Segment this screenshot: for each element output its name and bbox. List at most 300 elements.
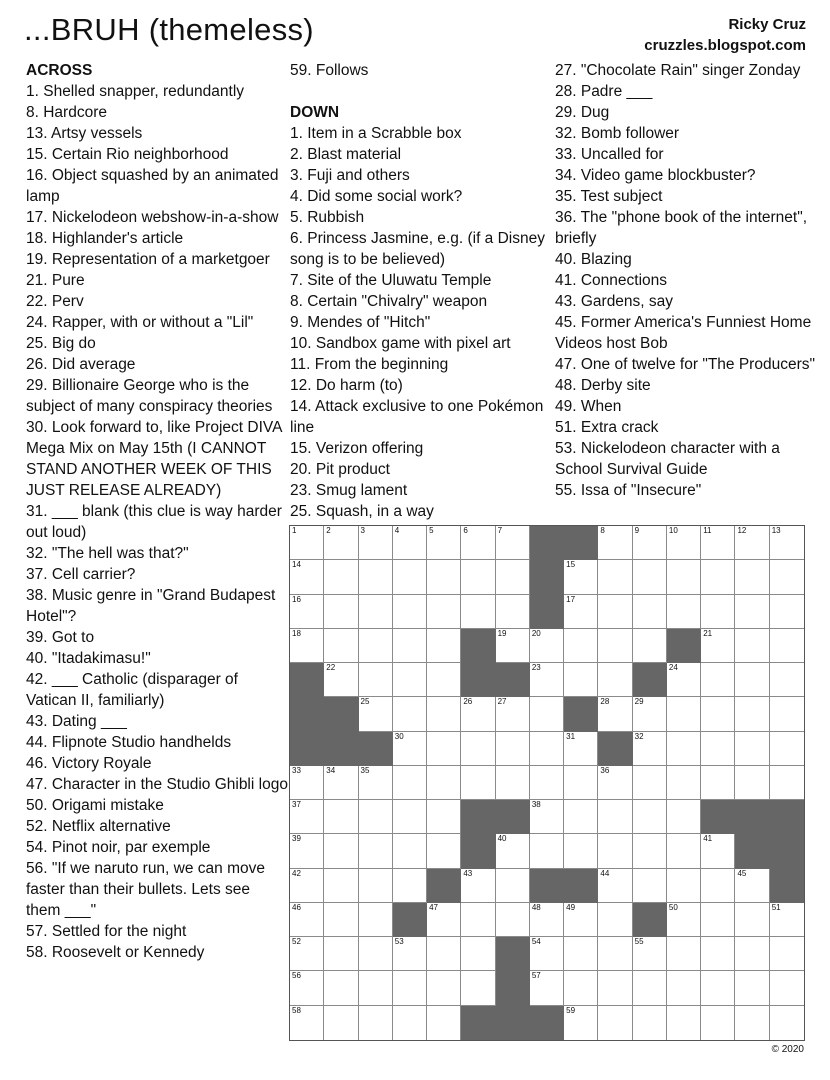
grid-cell[interactable]: [564, 834, 598, 868]
grid-cell[interactable]: [770, 1006, 804, 1040]
grid-cell[interactable]: [461, 937, 495, 971]
grid-cell[interactable]: [324, 766, 358, 800]
grid-cell[interactable]: [427, 697, 461, 731]
across-clue: 30. Look forward to, like Project DIVA Mega Mix on May 15th (I CANNOT STAND ANOTHER WEEK OF THIS JUST RELEASE ALREADY): [26, 419, 282, 499]
down-clue: 29. Dug: [555, 104, 610, 121]
grid-cell[interactable]: [393, 629, 427, 663]
grid-cell[interactable]: [735, 766, 769, 800]
grid-cell[interactable]: [427, 663, 461, 697]
grid-cell[interactable]: [701, 732, 735, 766]
grid-block: [290, 697, 324, 731]
grid-cell[interactable]: [461, 560, 495, 594]
cell-number: 19: [497, 628, 507, 638]
grid-cell[interactable]: [290, 869, 324, 903]
grid-cell[interactable]: [770, 971, 804, 1005]
grid-cell[interactable]: [427, 937, 461, 971]
grid-cell[interactable]: [324, 560, 358, 594]
grid-cell[interactable]: [598, 1006, 632, 1040]
down-clue: 40. Blazing: [555, 251, 632, 268]
grid-cell[interactable]: [770, 526, 804, 560]
down-clue: 35. Test subject: [555, 188, 663, 205]
cell-number: 59: [566, 1005, 576, 1015]
grid-cell[interactable]: [496, 560, 530, 594]
grid-cell[interactable]: [359, 971, 393, 1005]
grid-cell[interactable]: [701, 560, 735, 594]
cell-number: 47: [429, 902, 438, 912]
grid-cell[interactable]: [530, 903, 564, 937]
grid-cell[interactable]: [393, 971, 427, 1005]
cell-number: 17: [566, 594, 576, 604]
down-clue: 27. "Chocolate Rain" singer Zonday: [555, 62, 801, 79]
grid-cell[interactable]: [359, 1006, 393, 1040]
grid-cell[interactable]: [564, 971, 598, 1005]
grid-cell[interactable]: [701, 937, 735, 971]
grid-cell[interactable]: [633, 697, 667, 731]
grid-cell[interactable]: [393, 732, 427, 766]
cell-number: 56: [292, 971, 301, 981]
grid-block: [735, 800, 769, 834]
grid-cell[interactable]: [735, 732, 769, 766]
grid-cell[interactable]: [324, 526, 358, 560]
grid-cell[interactable]: [564, 560, 598, 594]
grid-cell[interactable]: [598, 595, 632, 629]
grid-cell[interactable]: [633, 937, 667, 971]
grid-cell[interactable]: [667, 869, 701, 903]
grid-cell[interactable]: [359, 869, 393, 903]
down-clue: 49. When: [555, 398, 622, 415]
down-clue: 3. Fuji and others: [290, 167, 410, 184]
grid-cell[interactable]: [324, 800, 358, 834]
grid-cell[interactable]: [324, 869, 358, 903]
down-clue: 2. Blast material: [290, 146, 402, 163]
down-clue: 41. Connections: [555, 272, 668, 289]
grid-cell[interactable]: [393, 869, 427, 903]
grid-block: [461, 1006, 495, 1040]
grid-cell[interactable]: [359, 937, 393, 971]
cell-number: 12: [737, 526, 747, 535]
grid-cell[interactable]: [393, 526, 427, 560]
grid-cell[interactable]: [667, 560, 701, 594]
author-name: Ricky Cruz: [728, 16, 806, 33]
grid-cell[interactable]: [564, 595, 598, 629]
grid-cell[interactable]: [701, 766, 735, 800]
grid-cell[interactable]: [633, 971, 667, 1005]
grid-cell[interactable]: [290, 595, 324, 629]
grid-block: [530, 526, 564, 560]
grid-cell[interactable]: [461, 526, 495, 560]
grid-cell[interactable]: [701, 663, 735, 697]
cell-number: 44: [600, 868, 610, 878]
across-clue: 24. Rapper, with or without a "Lil": [26, 314, 254, 331]
across-clue: 32. "The hell was that?": [26, 545, 189, 562]
grid-block: [735, 834, 769, 868]
grid-cell[interactable]: [427, 595, 461, 629]
across-clue: 31. ___ blank (this clue is way harder out loud): [26, 503, 282, 541]
grid-cell[interactable]: [770, 766, 804, 800]
cell-number: 28: [600, 697, 610, 707]
down-heading: DOWN: [290, 104, 340, 121]
across-clue: 29. Billionaire George who is the subject of many conspiracy theories: [26, 377, 273, 415]
grid-cell[interactable]: [701, 629, 735, 663]
across-clue: 26. Did average: [26, 356, 136, 373]
cell-number: 27: [497, 697, 507, 707]
clue-column-1: [26, 60, 288, 963]
across-clue: 52. Netflix alternative: [26, 818, 171, 835]
cell-number: 21: [703, 628, 713, 638]
across-clue: 54. Pinot noir, par exemple: [26, 839, 211, 856]
grid-cell[interactable]: [324, 663, 358, 697]
cell-number: 18: [292, 628, 301, 638]
cell-number: 30: [394, 731, 404, 741]
grid-block: [324, 697, 358, 731]
grid-cell[interactable]: [735, 1006, 769, 1040]
author-block: [644, 14, 806, 56]
grid-cell[interactable]: [564, 663, 598, 697]
down-clue: 25. Squash, in a way: [290, 503, 434, 520]
grid-cell[interactable]: [393, 834, 427, 868]
grid-cell[interactable]: [598, 971, 632, 1005]
grid-cell[interactable]: [770, 629, 804, 663]
grid-cell[interactable]: [770, 560, 804, 594]
grid-cell[interactable]: [427, 834, 461, 868]
grid-cell[interactable]: [359, 766, 393, 800]
grid-cell[interactable]: [598, 834, 632, 868]
grid-cell[interactable]: [633, 595, 667, 629]
cell-number: 22: [326, 663, 336, 673]
grid-cell[interactable]: [667, 800, 701, 834]
grid-block: [496, 800, 530, 834]
grid-cell[interactable]: [735, 629, 769, 663]
grid-block: [530, 869, 564, 903]
down-clue: 6. Princess Jasmine, e.g. (if a Disney song is to be believed): [290, 230, 545, 268]
clue-column-3: [555, 60, 815, 501]
grid-cell[interactable]: [496, 595, 530, 629]
grid-block: [496, 663, 530, 697]
cell-number: 2: [326, 526, 331, 535]
puzzle-title: ...BRUH (themeless): [24, 12, 314, 47]
across-clue: 1. Shelled snapper, redundantly: [26, 83, 245, 100]
grid-cell[interactable]: [427, 1006, 461, 1040]
grid-cell[interactable]: [735, 560, 769, 594]
grid-cell[interactable]: [324, 629, 358, 663]
grid-cell[interactable]: [598, 869, 632, 903]
grid-cell[interactable]: [496, 732, 530, 766]
grid-cell[interactable]: [359, 663, 393, 697]
grid-cell[interactable]: [530, 971, 564, 1005]
grid-cell[interactable]: [530, 800, 564, 834]
cell-number: 6: [463, 526, 468, 535]
across-clue: 47. Character in the Studio Ghibli logo: [26, 776, 288, 793]
grid-cell[interactable]: [393, 663, 427, 697]
grid-cell[interactable]: [393, 1006, 427, 1040]
grid-cell[interactable]: [496, 629, 530, 663]
grid-cell[interactable]: [359, 834, 393, 868]
grid-cell[interactable]: [598, 697, 632, 731]
grid-cell[interactable]: [290, 937, 324, 971]
cell-number: 1: [292, 526, 297, 535]
grid-cell[interactable]: [530, 663, 564, 697]
grid-cell[interactable]: [735, 697, 769, 731]
grid-cell[interactable]: [393, 595, 427, 629]
grid-cell[interactable]: [564, 732, 598, 766]
grid-cell[interactable]: [530, 937, 564, 971]
cell-number: 23: [531, 663, 541, 673]
down-clue: 8. Certain "Chivalry" weapon: [290, 293, 488, 310]
across-clue: 57. Settled for the night: [26, 923, 187, 940]
grid-block: [598, 732, 632, 766]
grid-cell[interactable]: [770, 732, 804, 766]
across-clue: 37. Cell carrier?: [26, 566, 136, 583]
across-clue: 50. Origami mistake: [26, 797, 164, 814]
across-clue: 22. Perv: [26, 293, 84, 310]
grid-cell[interactable]: [290, 971, 324, 1005]
across-clue: 16. Object squashed by an animated lamp: [26, 167, 279, 205]
grid-cell[interactable]: [735, 903, 769, 937]
grid-cell[interactable]: [461, 595, 495, 629]
grid-cell[interactable]: [564, 937, 598, 971]
cell-number: 50: [668, 902, 678, 912]
down-clue: 47. One of twelve for "The Producers": [555, 356, 815, 373]
grid-cell[interactable]: [393, 800, 427, 834]
cell-number: 40: [497, 834, 507, 844]
cell-number: 58: [292, 1005, 301, 1015]
down-clue: 14. Attack exclusive to one Pokémon line: [290, 398, 544, 436]
cell-number: 25: [360, 697, 370, 707]
grid-cell[interactable]: [667, 697, 701, 731]
grid-block: [290, 663, 324, 697]
author-site: cruzzles.blogspot.com: [644, 37, 806, 54]
grid-cell[interactable]: [461, 903, 495, 937]
grid-cell[interactable]: [393, 766, 427, 800]
grid-cell[interactable]: [633, 526, 667, 560]
grid-block: [770, 800, 804, 834]
grid-cell[interactable]: [701, 869, 735, 903]
grid-cell[interactable]: [496, 834, 530, 868]
grid-block: [461, 800, 495, 834]
grid-block: [324, 732, 358, 766]
cell-number: 41: [703, 834, 713, 844]
grid-cell[interactable]: [667, 1006, 701, 1040]
grid-cell[interactable]: [701, 903, 735, 937]
across-clue: 58. Roosevelt or Kennedy: [26, 944, 205, 961]
cell-number: 4: [394, 526, 400, 535]
grid-cell[interactable]: [770, 663, 804, 697]
grid-cell[interactable]: [633, 834, 667, 868]
down-clue: 33. Uncalled for: [555, 146, 664, 163]
across-clue: 18. Highlander's article: [26, 230, 184, 247]
grid-cell[interactable]: [393, 697, 427, 731]
grid-cell[interactable]: [564, 629, 598, 663]
grid-cell[interactable]: [393, 560, 427, 594]
grid-cell[interactable]: [770, 937, 804, 971]
cell-number: 48: [531, 902, 541, 912]
grid-cell[interactable]: [633, 869, 667, 903]
grid-cell[interactable]: [290, 800, 324, 834]
down-clue: 4. Did some social work?: [290, 188, 463, 205]
grid-cell[interactable]: [598, 629, 632, 663]
across-clue: 42. ___ Catholic (disparager of Vatican II, familiarly): [26, 671, 238, 709]
down-clue: 12. Do harm (to): [290, 377, 403, 394]
grid-block: [530, 560, 564, 594]
grid-cell[interactable]: [667, 834, 701, 868]
grid-cell[interactable]: [427, 526, 461, 560]
across-clue: 38. Music genre in "Grand Budapest Hotel"?: [26, 587, 276, 625]
grid-cell[interactable]: [735, 869, 769, 903]
grid-cell[interactable]: [735, 663, 769, 697]
cell-number: 24: [668, 663, 678, 673]
grid-cell[interactable]: [461, 971, 495, 1005]
cell-number: 33: [292, 765, 301, 775]
grid-cell[interactable]: [496, 526, 530, 560]
grid-cell[interactable]: [564, 903, 598, 937]
cell-number: 45: [737, 868, 747, 878]
cell-number: 46: [292, 902, 301, 912]
grid-cell[interactable]: [598, 766, 632, 800]
grid-cell[interactable]: [564, 1006, 598, 1040]
grid-cell[interactable]: [290, 834, 324, 868]
grid-cell[interactable]: [290, 1006, 324, 1040]
across-clue: 8. Hardcore: [26, 104, 107, 121]
grid-cell[interactable]: [496, 697, 530, 731]
grid-cell[interactable]: [667, 526, 701, 560]
grid-cell[interactable]: [324, 834, 358, 868]
cell-number: 9: [634, 526, 640, 535]
grid-cell[interactable]: [496, 869, 530, 903]
grid-cell[interactable]: [359, 526, 393, 560]
grid-cell[interactable]: [324, 595, 358, 629]
down-clue: 9. Mendes of "Hitch": [290, 314, 431, 331]
grid-cell[interactable]: [290, 629, 324, 663]
grid-cell[interactable]: [461, 697, 495, 731]
grid-cell[interactable]: [735, 971, 769, 1005]
grid-cell[interactable]: [735, 937, 769, 971]
grid-cell[interactable]: [530, 697, 564, 731]
grid-cell[interactable]: [290, 766, 324, 800]
grid-cell[interactable]: [633, 732, 667, 766]
grid-cell[interactable]: [667, 971, 701, 1005]
grid-cell[interactable]: [735, 526, 769, 560]
grid-block: [359, 732, 393, 766]
grid-cell[interactable]: [290, 903, 324, 937]
grid-block: [393, 903, 427, 937]
across-clue: 17. Nickelodeon webshow-in-a-show: [26, 209, 279, 226]
down-clue: 48. Derby site: [555, 377, 651, 394]
grid-cell[interactable]: [633, 1006, 667, 1040]
grid-cell[interactable]: [359, 697, 393, 731]
grid-cell[interactable]: [324, 903, 358, 937]
down-clue: 43. Gardens, say: [555, 293, 674, 310]
grid-block: [461, 629, 495, 663]
grid-cell[interactable]: [735, 595, 769, 629]
grid-cell[interactable]: [701, 834, 735, 868]
grid-cell[interactable]: [701, 526, 735, 560]
across-clue: 13. Artsy vessels: [26, 125, 143, 142]
grid-cell[interactable]: [359, 903, 393, 937]
grid-cell[interactable]: [598, 663, 632, 697]
across-heading: ACROSS: [26, 62, 93, 79]
grid-cell[interactable]: [359, 800, 393, 834]
across-clue: 19. Representation of a marketgoer: [26, 251, 270, 268]
cell-number: 51: [771, 902, 781, 912]
grid-cell[interactable]: [461, 766, 495, 800]
grid-cell[interactable]: [393, 937, 427, 971]
grid-cell[interactable]: [633, 766, 667, 800]
grid-cell[interactable]: [496, 903, 530, 937]
down-clue: 34. Video game blockbuster?: [555, 167, 756, 184]
grid-cell[interactable]: [598, 800, 632, 834]
crossword-grid[interactable]: [289, 525, 805, 1041]
grid-cell[interactable]: [359, 560, 393, 594]
grid-cell[interactable]: [770, 903, 804, 937]
grid-cell[interactable]: [770, 595, 804, 629]
grid-cell[interactable]: [701, 971, 735, 1005]
grid-cell[interactable]: [598, 937, 632, 971]
grid-cell[interactable]: [427, 732, 461, 766]
grid-block: [496, 937, 530, 971]
grid-cell[interactable]: [667, 937, 701, 971]
down-clue: 15. Verizon offering: [290, 440, 424, 457]
grid-cell[interactable]: [530, 732, 564, 766]
grid-cell[interactable]: [530, 766, 564, 800]
grid-cell[interactable]: [324, 937, 358, 971]
grid-block: [290, 732, 324, 766]
grid-cell[interactable]: [598, 526, 632, 560]
grid-cell[interactable]: [427, 766, 461, 800]
grid-cell[interactable]: [598, 903, 632, 937]
grid-cell[interactable]: [770, 697, 804, 731]
grid-cell[interactable]: [290, 560, 324, 594]
cell-number: 38: [531, 800, 541, 810]
grid-cell[interactable]: [461, 732, 495, 766]
down-clue: 32. Bomb follower: [555, 125, 680, 142]
down-clue: 1. Item in a Scrabble box: [290, 125, 462, 142]
grid-cell[interactable]: [324, 971, 358, 1005]
grid-cell[interactable]: [667, 663, 701, 697]
grid-block: [633, 663, 667, 697]
grid-cell[interactable]: [427, 629, 461, 663]
grid-cell[interactable]: [461, 869, 495, 903]
grid-cell[interactable]: [359, 595, 393, 629]
grid-cell[interactable]: [359, 629, 393, 663]
grid-cell[interactable]: [290, 526, 324, 560]
grid-cell[interactable]: [530, 834, 564, 868]
down-clue: 28. Padre ___: [555, 83, 653, 100]
grid-cell[interactable]: [530, 629, 564, 663]
grid-cell[interactable]: [427, 800, 461, 834]
grid-cell[interactable]: [598, 560, 632, 594]
grid-cell[interactable]: [667, 903, 701, 937]
grid-cell[interactable]: [701, 595, 735, 629]
grid-cell[interactable]: [667, 595, 701, 629]
grid-cell[interactable]: [324, 1006, 358, 1040]
grid-cell[interactable]: [427, 903, 461, 937]
grid-cell[interactable]: [701, 697, 735, 731]
grid-cell[interactable]: [667, 766, 701, 800]
down-clue: 53. Nickelodeon character with a School Survival Guide: [555, 440, 780, 478]
grid-cell[interactable]: [427, 971, 461, 1005]
grid-cell[interactable]: [564, 800, 598, 834]
grid-block: [564, 869, 598, 903]
grid-cell[interactable]: [633, 800, 667, 834]
grid-cell[interactable]: [633, 560, 667, 594]
grid-cell[interactable]: [564, 766, 598, 800]
grid-cell[interactable]: [427, 560, 461, 594]
grid-cell[interactable]: [633, 629, 667, 663]
grid-cell[interactable]: [496, 766, 530, 800]
grid-block: [427, 869, 461, 903]
grid-cell[interactable]: [667, 732, 701, 766]
grid-cell[interactable]: [701, 1006, 735, 1040]
